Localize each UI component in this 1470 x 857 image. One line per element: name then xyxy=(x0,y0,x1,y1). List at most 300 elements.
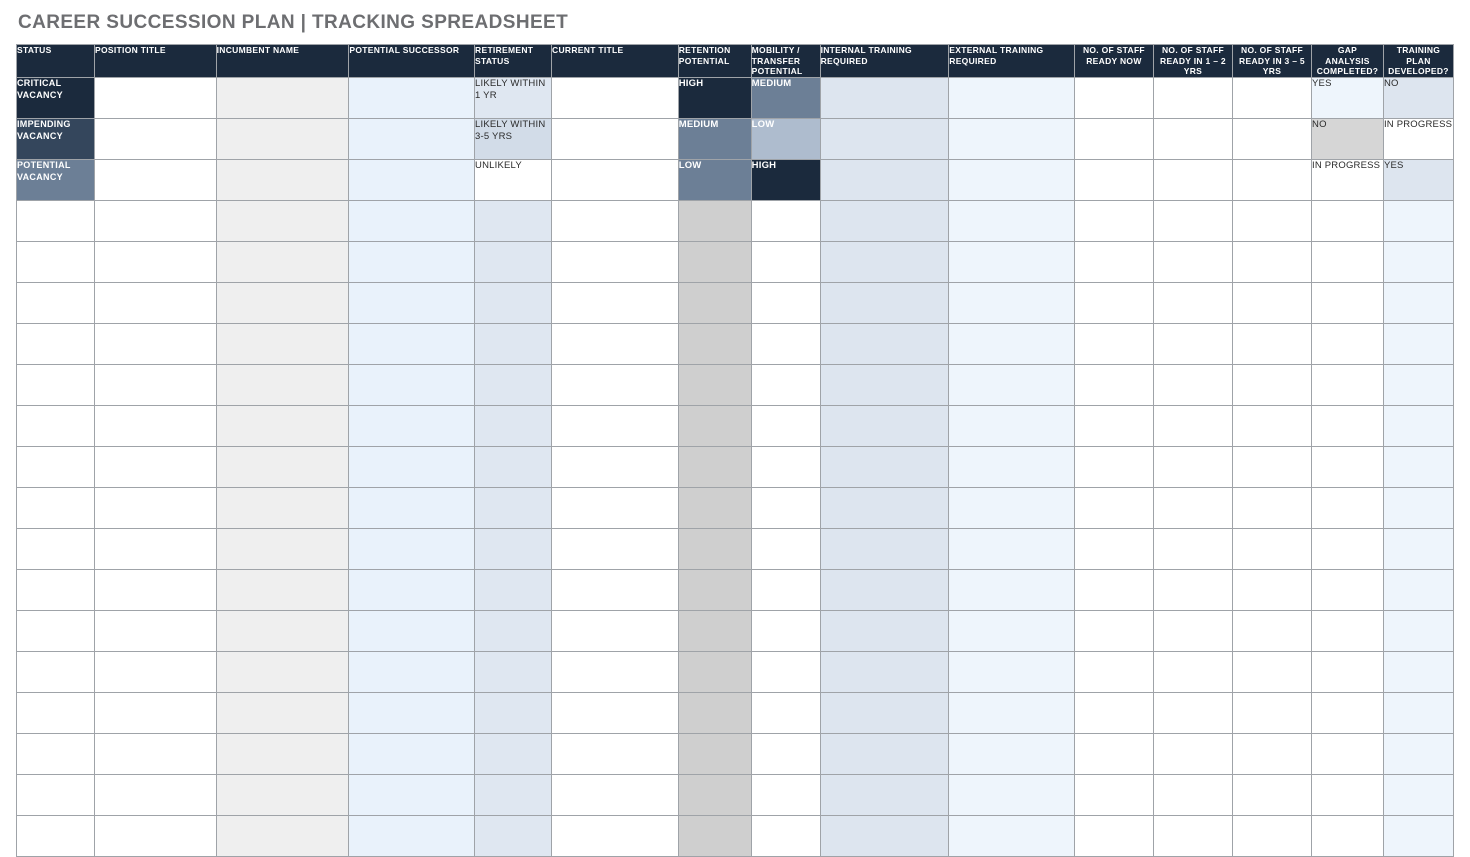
cell-position-title[interactable] xyxy=(95,692,217,733)
table-row xyxy=(17,200,1454,241)
cell-position-title[interactable] xyxy=(95,241,217,282)
cell-ready-1-2[interactable] xyxy=(1153,159,1232,200)
cell-ready-3-5[interactable] xyxy=(1232,118,1311,159)
cell-ready-now[interactable] xyxy=(1074,446,1153,487)
cell-position-title[interactable] xyxy=(95,569,217,610)
cell-current-title[interactable] xyxy=(552,733,679,774)
cell-retention-potential[interactable]: LOW xyxy=(678,159,751,200)
cell-retention-potential[interactable] xyxy=(678,692,751,733)
cell-training-plan[interactable] xyxy=(1383,569,1453,610)
cell-ready-now[interactable] xyxy=(1074,528,1153,569)
cell-internal-training[interactable] xyxy=(820,446,949,487)
cell-retirement-status[interactable] xyxy=(475,282,552,323)
cell-potential-successor[interactable] xyxy=(349,446,475,487)
cell-gap-analysis[interactable]: NO xyxy=(1312,118,1384,159)
status-badge[interactable]: IMPENDING VACANCY xyxy=(17,118,95,159)
cell-status[interactable] xyxy=(17,364,95,405)
table-row xyxy=(17,282,1454,323)
cell-ready-3-5[interactable] xyxy=(1232,77,1311,118)
cell-retirement-status[interactable] xyxy=(475,200,552,241)
column-header-status: STATUS xyxy=(17,45,95,78)
cell-external-training[interactable] xyxy=(949,528,1075,569)
column-header-gap-analysis-completed: GAP ANALYSIS COMPLETED? xyxy=(1312,45,1384,78)
cell-gap-analysis[interactable] xyxy=(1312,569,1384,610)
cell-external-training[interactable] xyxy=(949,487,1075,528)
cell-ready-3-5[interactable] xyxy=(1232,241,1311,282)
cell-retention-potential[interactable] xyxy=(678,487,751,528)
cell-incumbent-name[interactable] xyxy=(216,364,349,405)
cell-gap-analysis[interactable] xyxy=(1312,528,1384,569)
cell-current-title[interactable] xyxy=(552,610,679,651)
cell-retention-potential[interactable] xyxy=(678,733,751,774)
cell-ready-1-2[interactable] xyxy=(1153,569,1232,610)
cell-internal-training[interactable] xyxy=(820,528,949,569)
cell-ready-1-2[interactable] xyxy=(1153,692,1232,733)
cell-current-title[interactable] xyxy=(552,77,679,118)
cell-mobility-potential[interactable] xyxy=(751,241,820,282)
cell-external-training[interactable] xyxy=(949,692,1075,733)
cell-ready-3-5[interactable] xyxy=(1232,282,1311,323)
cell-mobility-potential[interactable] xyxy=(751,446,820,487)
cell-training-plan[interactable]: NO xyxy=(1383,77,1453,118)
cell-gap-analysis[interactable] xyxy=(1312,774,1384,815)
cell-training-plan[interactable] xyxy=(1383,651,1453,692)
cell-retirement-status[interactable] xyxy=(475,651,552,692)
cell-ready-3-5[interactable] xyxy=(1232,446,1311,487)
cell-potential-successor[interactable] xyxy=(349,651,475,692)
cell-internal-training[interactable] xyxy=(820,487,949,528)
cell-training-plan[interactable] xyxy=(1383,733,1453,774)
cell-internal-training[interactable] xyxy=(820,364,949,405)
cell-potential-successor[interactable] xyxy=(349,282,475,323)
cell-gap-analysis[interactable]: IN PROGRESS xyxy=(1312,159,1384,200)
cell-external-training[interactable] xyxy=(949,159,1075,200)
cell-current-title[interactable] xyxy=(552,241,679,282)
cell-ready-3-5[interactable] xyxy=(1232,610,1311,651)
cell-external-training[interactable] xyxy=(949,118,1075,159)
cell-status[interactable] xyxy=(17,323,95,364)
cell-ready-3-5[interactable] xyxy=(1232,651,1311,692)
cell-ready-now[interactable] xyxy=(1074,241,1153,282)
cell-ready-1-2[interactable] xyxy=(1153,774,1232,815)
cell-retirement-status[interactable] xyxy=(475,487,552,528)
cell-internal-training[interactable] xyxy=(820,774,949,815)
column-header-mobility-transfer-potential: MOBILITY / TRANSFER POTENTIAL xyxy=(751,45,820,78)
cell-incumbent-name[interactable] xyxy=(216,200,349,241)
cell-current-title[interactable] xyxy=(552,200,679,241)
cell-ready-now[interactable] xyxy=(1074,364,1153,405)
table-row xyxy=(17,569,1454,610)
cell-potential-successor[interactable] xyxy=(349,774,475,815)
cell-training-plan[interactable] xyxy=(1383,487,1453,528)
cell-external-training[interactable] xyxy=(949,569,1075,610)
cell-mobility-potential[interactable] xyxy=(751,282,820,323)
cell-potential-successor[interactable] xyxy=(349,323,475,364)
cell-external-training[interactable] xyxy=(949,610,1075,651)
cell-ready-now[interactable] xyxy=(1074,487,1153,528)
cell-mobility-potential[interactable] xyxy=(751,569,820,610)
cell-mobility-potential[interactable] xyxy=(751,405,820,446)
table-body xyxy=(17,77,1454,200)
cell-external-training[interactable] xyxy=(949,774,1075,815)
table-row xyxy=(17,77,1454,118)
cell-ready-now[interactable] xyxy=(1074,692,1153,733)
cell-internal-training[interactable] xyxy=(820,651,949,692)
cell-mobility-potential[interactable]: LOW xyxy=(751,118,820,159)
cell-mobility-potential[interactable] xyxy=(751,774,820,815)
cell-mobility-potential[interactable] xyxy=(751,323,820,364)
cell-ready-now[interactable] xyxy=(1074,569,1153,610)
cell-training-plan[interactable] xyxy=(1383,364,1453,405)
cell-ready-now[interactable] xyxy=(1074,159,1153,200)
cell-mobility-potential[interactable] xyxy=(751,528,820,569)
cell-position-title[interactable] xyxy=(95,159,217,200)
cell-ready-3-5[interactable] xyxy=(1232,405,1311,446)
cell-position-title[interactable] xyxy=(95,610,217,651)
cell-ready-3-5[interactable] xyxy=(1232,364,1311,405)
cell-current-title[interactable] xyxy=(552,528,679,569)
cell-potential-successor[interactable] xyxy=(349,733,475,774)
cell-external-training[interactable] xyxy=(949,77,1075,118)
column-header-retention-potential: RETENTION POTENTIAL xyxy=(678,45,751,78)
cell-retention-potential[interactable] xyxy=(678,405,751,446)
cell-internal-training[interactable] xyxy=(820,692,949,733)
cell-external-training[interactable] xyxy=(949,241,1075,282)
cell-incumbent-name[interactable] xyxy=(216,733,349,774)
cell-retirement-status[interactable] xyxy=(475,323,552,364)
cell-status[interactable] xyxy=(17,528,95,569)
cell-gap-analysis[interactable]: YES xyxy=(1312,77,1384,118)
cell-status[interactable] xyxy=(17,200,95,241)
cell-internal-training[interactable] xyxy=(820,77,949,118)
cell-ready-3-5[interactable] xyxy=(1232,487,1311,528)
cell-ready-1-2[interactable] xyxy=(1153,733,1232,774)
cell-position-title[interactable] xyxy=(95,77,217,118)
cell-ready-now[interactable] xyxy=(1074,77,1153,118)
cell-incumbent-name[interactable] xyxy=(216,692,349,733)
cell-ready-now[interactable] xyxy=(1074,282,1153,323)
cell-potential-successor[interactable] xyxy=(349,610,475,651)
cell-position-title[interactable] xyxy=(95,405,217,446)
cell-retention-potential[interactable] xyxy=(678,323,751,364)
cell-ready-1-2[interactable] xyxy=(1153,200,1232,241)
cell-retention-potential[interactable] xyxy=(678,528,751,569)
cell-internal-training[interactable] xyxy=(820,569,949,610)
cell-retention-potential[interactable] xyxy=(678,446,751,487)
cell-retirement-status[interactable] xyxy=(475,692,552,733)
cell-current-title[interactable] xyxy=(552,159,679,200)
cell-incumbent-name[interactable] xyxy=(216,241,349,282)
cell-current-title[interactable] xyxy=(552,692,679,733)
cell-incumbent-name[interactable] xyxy=(216,446,349,487)
cell-mobility-potential[interactable] xyxy=(751,364,820,405)
table-row xyxy=(17,364,1454,405)
cell-mobility-potential[interactable] xyxy=(751,200,820,241)
cell-status[interactable] xyxy=(17,487,95,528)
cell-potential-successor[interactable] xyxy=(349,405,475,446)
cell-retirement-status[interactable] xyxy=(475,733,552,774)
cell-retention-potential[interactable] xyxy=(678,774,751,815)
cell-internal-training[interactable] xyxy=(820,159,949,200)
cell-ready-1-2[interactable] xyxy=(1153,610,1232,651)
cell-mobility-potential[interactable] xyxy=(751,610,820,651)
cell-ready-now[interactable] xyxy=(1074,323,1153,364)
cell-retirement-status[interactable] xyxy=(475,241,552,282)
cell-internal-training[interactable] xyxy=(820,323,949,364)
cell-training-plan[interactable] xyxy=(1383,610,1453,651)
cell-internal-training[interactable] xyxy=(820,200,949,241)
cell-incumbent-name[interactable] xyxy=(216,77,349,118)
cell-retirement-status[interactable] xyxy=(475,405,552,446)
column-header-staff-ready-1-2-yrs: NO. OF STAFF READY IN 1 – 2 YRS xyxy=(1153,45,1232,78)
cell-retention-potential[interactable] xyxy=(678,241,751,282)
cell-ready-3-5[interactable] xyxy=(1232,733,1311,774)
cell-gap-analysis[interactable] xyxy=(1312,241,1384,282)
cell-potential-successor[interactable] xyxy=(349,487,475,528)
cell-ready-now[interactable] xyxy=(1074,610,1153,651)
cell-incumbent-name[interactable] xyxy=(216,651,349,692)
cell-position-title[interactable] xyxy=(95,364,217,405)
table-row xyxy=(17,651,1454,692)
cell-ready-1-2[interactable] xyxy=(1153,487,1232,528)
cell-external-training[interactable] xyxy=(949,651,1075,692)
status-badge[interactable]: POTENTIAL VACANCY xyxy=(17,159,95,200)
cell-gap-analysis[interactable] xyxy=(1312,323,1384,364)
cell-current-title[interactable] xyxy=(552,405,679,446)
cell-potential-successor[interactable] xyxy=(349,569,475,610)
cell-potential-successor[interactable] xyxy=(349,77,475,118)
cell-ready-1-2[interactable] xyxy=(1153,282,1232,323)
cell-external-training[interactable] xyxy=(949,733,1075,774)
cell-retirement-status[interactable]: LIKELY WITHIN 3-5 YRS xyxy=(475,118,552,159)
table-row xyxy=(17,323,1454,364)
cell-ready-1-2[interactable] xyxy=(1153,323,1232,364)
cell-mobility-potential[interactable] xyxy=(751,487,820,528)
cell-position-title[interactable] xyxy=(95,323,217,364)
cell-potential-successor[interactable] xyxy=(349,159,475,200)
cell-incumbent-name[interactable] xyxy=(216,528,349,569)
cell-ready-now[interactable] xyxy=(1074,651,1153,692)
cell-status[interactable] xyxy=(17,692,95,733)
table-row xyxy=(17,405,1454,446)
cell-retirement-status[interactable] xyxy=(475,774,552,815)
cell-gap-analysis[interactable] xyxy=(1312,364,1384,405)
cell-external-training[interactable] xyxy=(949,446,1075,487)
cell-status[interactable] xyxy=(17,282,95,323)
cell-ready-1-2[interactable] xyxy=(1153,528,1232,569)
cell-incumbent-name[interactable] xyxy=(216,569,349,610)
table-row xyxy=(17,774,1454,815)
cell-current-title[interactable] xyxy=(552,446,679,487)
cell-ready-now[interactable] xyxy=(1074,405,1153,446)
cell-current-title[interactable] xyxy=(552,651,679,692)
cell-training-plan[interactable]: YES xyxy=(1383,159,1453,200)
cell-potential-successor[interactable] xyxy=(349,528,475,569)
cell-ready-1-2[interactable] xyxy=(1153,364,1232,405)
cell-position-title[interactable] xyxy=(95,487,217,528)
cell-ready-3-5[interactable] xyxy=(1232,159,1311,200)
cell-mobility-potential[interactable]: MEDIUM xyxy=(751,77,820,118)
cell-training-plan[interactable] xyxy=(1383,774,1453,815)
cell-position-title[interactable] xyxy=(95,118,217,159)
cell-current-title[interactable] xyxy=(552,774,679,815)
cell-training-plan[interactable] xyxy=(1383,323,1453,364)
cell-status[interactable] xyxy=(17,569,95,610)
cell-status[interactable] xyxy=(17,774,95,815)
table-header-row xyxy=(17,45,1454,78)
cell-training-plan[interactable] xyxy=(1383,692,1453,733)
cell-gap-analysis[interactable] xyxy=(1312,487,1384,528)
cell-ready-1-2[interactable] xyxy=(1153,446,1232,487)
cell-status[interactable] xyxy=(17,446,95,487)
cell-retirement-status[interactable] xyxy=(475,569,552,610)
cell-retention-potential[interactable]: HIGH xyxy=(678,77,751,118)
cell-gap-analysis[interactable] xyxy=(1312,692,1384,733)
cell-retirement-status[interactable]: LIKELY WITHIN 1 YR xyxy=(475,77,552,118)
cell-ready-1-2[interactable] xyxy=(1153,118,1232,159)
cell-incumbent-name[interactable] xyxy=(216,405,349,446)
cell-gap-analysis[interactable] xyxy=(1312,405,1384,446)
cell-position-title[interactable] xyxy=(95,200,217,241)
cell-position-title[interactable] xyxy=(95,446,217,487)
cell-training-plan[interactable] xyxy=(1383,405,1453,446)
cell-gap-analysis[interactable] xyxy=(1312,446,1384,487)
cell-potential-successor[interactable] xyxy=(349,118,475,159)
page-title: CAREER SUCCESSION PLAN | TRACKING SPREADSHEET xyxy=(18,12,569,33)
table-row xyxy=(17,118,1454,159)
status-badge[interactable]: CRITICAL VACANCY xyxy=(17,77,95,118)
cell-retirement-status[interactable] xyxy=(475,528,552,569)
cell-potential-successor[interactable] xyxy=(349,364,475,405)
cell-external-training[interactable] xyxy=(949,364,1075,405)
cell-mobility-potential[interactable] xyxy=(751,651,820,692)
cell-ready-1-2[interactable] xyxy=(1153,651,1232,692)
column-header-incumbent-name: INCUMBENT NAME xyxy=(216,45,349,78)
cell-internal-training[interactable] xyxy=(820,405,949,446)
cell-retention-potential[interactable] xyxy=(678,364,751,405)
table-row xyxy=(17,446,1454,487)
cell-external-training[interactable] xyxy=(949,405,1075,446)
cell-training-plan[interactable]: IN PROGRESS xyxy=(1383,118,1453,159)
cell-retirement-status[interactable]: UNLIKELY xyxy=(475,159,552,200)
cell-external-training[interactable] xyxy=(949,323,1075,364)
cell-gap-analysis[interactable] xyxy=(1312,610,1384,651)
cell-status[interactable] xyxy=(17,405,95,446)
cell-position-title[interactable] xyxy=(95,282,217,323)
cell-retention-potential[interactable] xyxy=(678,282,751,323)
cell-retention-potential[interactable] xyxy=(678,200,751,241)
cell-incumbent-name[interactable] xyxy=(216,610,349,651)
cell-ready-1-2[interactable] xyxy=(1153,77,1232,118)
table-row xyxy=(17,159,1454,200)
cell-internal-training[interactable] xyxy=(820,733,949,774)
cell-potential-successor[interactable] xyxy=(349,241,475,282)
cell-incumbent-name[interactable] xyxy=(216,159,349,200)
cell-status[interactable] xyxy=(17,610,95,651)
cell-retention-potential[interactable] xyxy=(678,610,751,651)
cell-retention-potential[interactable]: MEDIUM xyxy=(678,118,751,159)
cell-ready-now[interactable] xyxy=(1074,774,1153,815)
column-header-retirement-status: RETIREMENT STATUS xyxy=(475,45,552,78)
cell-internal-training[interactable] xyxy=(820,241,949,282)
cell-training-plan[interactable] xyxy=(1383,200,1453,241)
column-header-potential-successor: POTENTIAL SUCCESSOR xyxy=(349,45,475,78)
table-row xyxy=(17,692,1454,733)
column-header-current-title: CURRENT TITLE xyxy=(552,45,679,78)
cell-ready-3-5[interactable] xyxy=(1232,569,1311,610)
cell-internal-training[interactable] xyxy=(820,610,949,651)
cell-incumbent-name[interactable] xyxy=(216,774,349,815)
cell-training-plan[interactable] xyxy=(1383,282,1453,323)
cell-current-title[interactable] xyxy=(552,282,679,323)
cell-external-training[interactable] xyxy=(949,200,1075,241)
cell-ready-3-5[interactable] xyxy=(1232,200,1311,241)
cell-mobility-potential[interactable] xyxy=(751,692,820,733)
cell-retirement-status[interactable] xyxy=(475,610,552,651)
cell-internal-training[interactable] xyxy=(820,118,949,159)
cell-ready-3-5[interactable] xyxy=(1232,692,1311,733)
cell-training-plan[interactable] xyxy=(1383,446,1453,487)
cell-position-title[interactable] xyxy=(95,774,217,815)
empty-rows-body xyxy=(17,200,1454,856)
cell-position-title[interactable] xyxy=(95,528,217,569)
cell-retention-potential[interactable] xyxy=(678,651,751,692)
cell-training-plan[interactable] xyxy=(1383,241,1453,282)
cell-retirement-status[interactable] xyxy=(475,364,552,405)
cell-current-title[interactable] xyxy=(552,487,679,528)
cell-internal-training[interactable] xyxy=(820,282,949,323)
cell-ready-3-5[interactable] xyxy=(1232,528,1311,569)
cell-potential-successor[interactable] xyxy=(349,200,475,241)
cell-retention-potential[interactable] xyxy=(678,569,751,610)
cell-current-title[interactable] xyxy=(552,118,679,159)
cell-ready-now[interactable] xyxy=(1074,733,1153,774)
cell-incumbent-name[interactable] xyxy=(216,323,349,364)
cell-status[interactable] xyxy=(17,241,95,282)
cell-ready-3-5[interactable] xyxy=(1232,323,1311,364)
cell-current-title[interactable] xyxy=(552,364,679,405)
cell-external-training[interactable] xyxy=(949,282,1075,323)
column-header-internal-training-required: INTERNAL TRAINING REQUIRED xyxy=(820,45,949,78)
cell-current-title[interactable] xyxy=(552,323,679,364)
cell-incumbent-name[interactable] xyxy=(216,118,349,159)
cell-gap-analysis[interactable] xyxy=(1312,282,1384,323)
cell-incumbent-name[interactable] xyxy=(216,487,349,528)
cell-ready-3-5[interactable] xyxy=(1232,774,1311,815)
cell-mobility-potential[interactable]: HIGH xyxy=(751,159,820,200)
cell-potential-successor[interactable] xyxy=(349,692,475,733)
cell-position-title[interactable] xyxy=(95,651,217,692)
cell-ready-now[interactable] xyxy=(1074,118,1153,159)
succession-tracking-table xyxy=(16,44,1454,857)
cell-position-title[interactable] xyxy=(95,733,217,774)
cell-training-plan[interactable] xyxy=(1383,528,1453,569)
cell-status[interactable] xyxy=(17,651,95,692)
cell-gap-analysis[interactable] xyxy=(1312,200,1384,241)
cell-gap-analysis[interactable] xyxy=(1312,733,1384,774)
cell-status[interactable] xyxy=(17,733,95,774)
table-row xyxy=(17,610,1454,651)
column-header-training-plan-developed: TRAINING PLAN DEVELOPED? xyxy=(1383,45,1453,78)
cell-mobility-potential[interactable] xyxy=(751,733,820,774)
cell-incumbent-name[interactable] xyxy=(216,282,349,323)
cell-ready-1-2[interactable] xyxy=(1153,405,1232,446)
cell-ready-1-2[interactable] xyxy=(1153,241,1232,282)
cell-current-title[interactable] xyxy=(552,569,679,610)
cell-gap-analysis[interactable] xyxy=(1312,651,1384,692)
cell-retirement-status[interactable] xyxy=(475,446,552,487)
cell-ready-now[interactable] xyxy=(1074,200,1153,241)
